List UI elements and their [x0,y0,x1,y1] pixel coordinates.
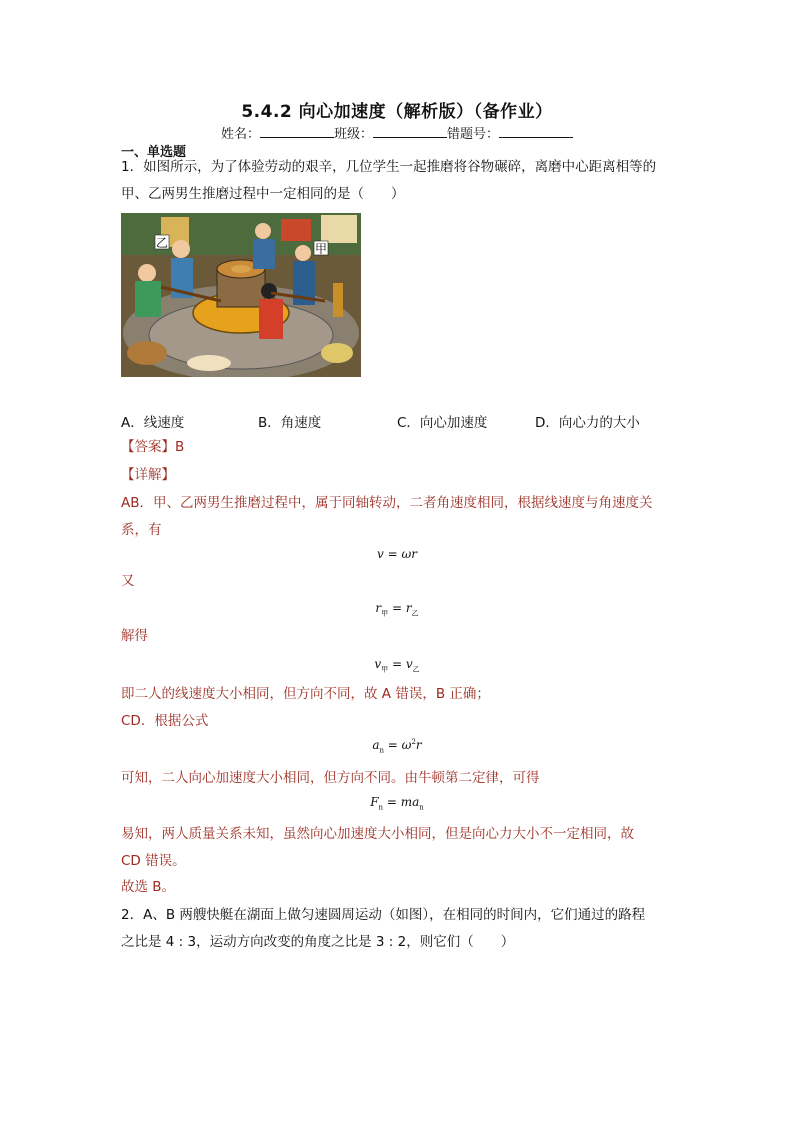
equation-v-equal: $v_甲 = v_乙$ [374,657,420,674]
cd-line4: CD 错误。 [121,853,186,869]
q1-stem-line2: 甲、乙两男生推磨过程中一定相同的是（ ） [121,186,405,202]
label-yi: 乙 [156,236,169,250]
equation-an: $a_n = \omega^2r$ [372,738,422,755]
option-d[interactable]: D．向心力的大小 [535,415,640,431]
answer-line: 【答案】B [121,439,185,455]
equation-fn: $F_n = ma_n$ [370,795,424,812]
final-choice: 故选 B。 [121,879,176,895]
ab-line2: 系，有 [121,522,162,538]
conclusion-ab: 即二人的线速度大小相同，但方向不同，故 A 错误，B 正确； [121,686,490,702]
equation-r-equal: $r_甲 = r_乙$ [375,601,419,618]
label-jia: 甲 [315,242,328,256]
jiede-word: 解得 [121,628,148,644]
class-blank[interactable] [373,125,447,138]
name-label: 姓名： [220,127,260,142]
equation-v-omega-r: v = ωr [377,547,417,561]
document-title: 5.4.2 向心加速度（解析版）（备作业） [241,102,553,122]
section-heading: 一、单选题 [121,145,187,160]
cd-intro: CD．根据公式 [121,713,209,729]
ab-line1: AB．甲、乙两男生推磨过程中，属于同轴转动，二者角速度相同，根据线速度与角速度关 [121,495,653,511]
option-a[interactable]: A．线速度 [121,415,185,431]
student-info-line [0,123,794,142]
detail-label: 【详解】 [121,467,175,483]
you-word: 又 [121,573,135,589]
wrong-number-blank[interactable] [499,125,573,138]
class-label: 班级： [333,127,373,142]
cd-line2: 可知，二人向心加速度大小相同，但方向不同。由牛顿第二定律，可得 [121,770,540,786]
q1-stem-line1: 1．如图所示，为了体验劳动的艰辛，几位学生一起推磨将谷物碾碎，离磨中心距离相等的 [121,159,657,175]
option-b[interactable]: B．角速度 [258,415,322,431]
q2-stem-line2: 之比是 4 : 3，运动方向改变的角度之比是 3 : 2，则它们（ ） [121,934,515,950]
option-c[interactable]: C．向心加速度 [397,415,488,431]
wrong-number-label: 错题号： [447,127,500,142]
cd-line3: 易知，两人质量关系未知，虽然向心加速度大小相同，但是向心力大小不一定相同，故 [121,826,634,842]
q2-stem-line1: 2．A、B 两艘快艇在湖面上做匀速圆周运动（如图），在相同的时间内，它们通过的路程 [121,907,646,923]
name-blank[interactable] [260,125,334,138]
millstone-illustration [121,213,361,377]
